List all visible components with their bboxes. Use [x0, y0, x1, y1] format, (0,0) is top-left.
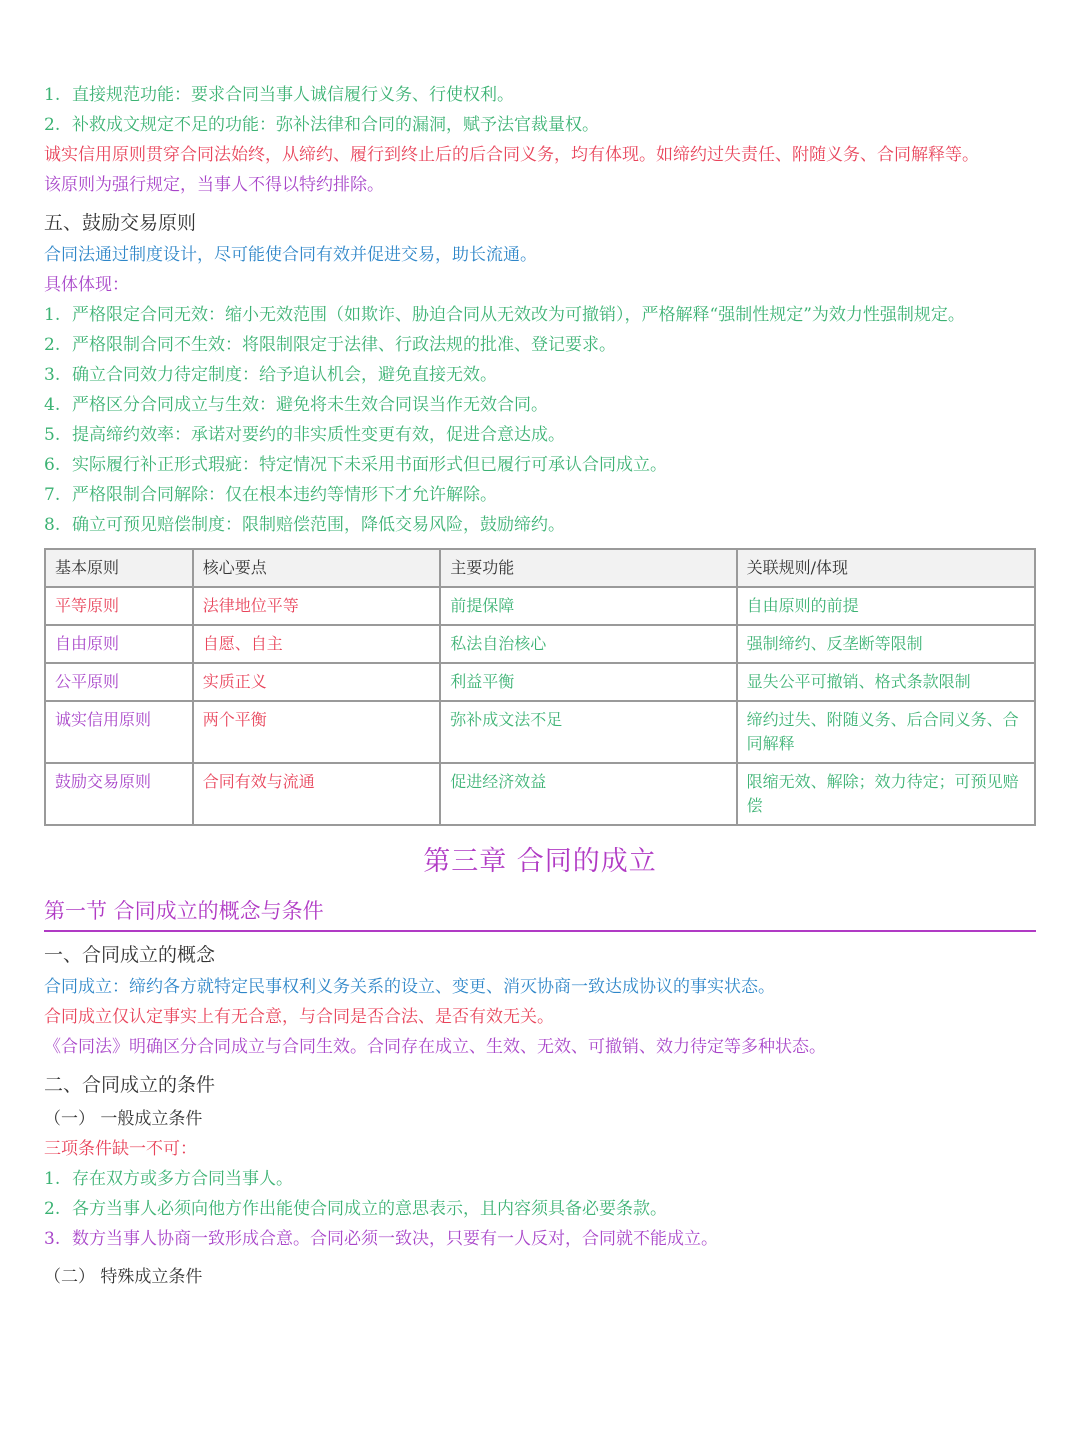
list-item	[44, 360, 1036, 390]
list-item	[44, 390, 1036, 420]
table-cell-keypoint: 两个平衡	[193, 701, 441, 763]
list-number: 2.	[44, 335, 61, 355]
note-paragraph: 该原则为强行规定，当事人不得以特约排除。	[44, 175, 384, 195]
list-item	[44, 420, 1036, 450]
list-text: 提高缔约效率：承诺对要约的非实质性变更有效，促进合意达成。	[72, 425, 565, 445]
list-item	[44, 480, 1036, 510]
table-cell-function: 促进经济效益	[440, 763, 736, 825]
table-cell-keypoint: 合同有效与流通	[193, 763, 441, 825]
list-text: 确立可预见赔偿制度：限制赔偿范围，降低交易风险，鼓励缔约。	[72, 515, 565, 535]
concept-note: 合同成立仅认定事实上有无合意，与合同是否合法、是否有效无关。	[44, 1007, 554, 1027]
principles-table	[44, 548, 1036, 826]
list-number: 3.	[44, 1229, 61, 1249]
table-cell-related: 限缩无效、解除；效力待定；可预见赔偿	[737, 763, 1035, 825]
list-item	[44, 330, 1036, 360]
table-row	[45, 625, 1035, 663]
list-item	[44, 1164, 1036, 1194]
list-number: 2.	[44, 115, 61, 135]
general-conditions-sub: 三项条件缺一不可：	[44, 1139, 197, 1159]
table-cell-principle: 公平原则	[45, 663, 193, 701]
table-cell-keypoint: 自愿、自主	[193, 625, 441, 663]
table-cell-principle: 诚实信用原则	[45, 701, 193, 763]
list-text: 严格限定合同无效：缩小无效范围（如欺诈、胁迫合同从无效改为可撤销），严格解释“强制性规定”为效力性强制规定。	[72, 305, 965, 325]
table-cell-related: 缔约过失、附随义务、后合同义务、合同解释	[737, 701, 1035, 763]
list-number: 1.	[44, 1169, 61, 1189]
list-text: 严格区分合同成立与生效：避免将未生效合同误当作无效合同。	[72, 395, 548, 415]
section-title: 第一节 合同成立的概念与条件	[44, 894, 1036, 932]
section-heading: 五、鼓励交易原则	[44, 212, 197, 234]
list-text: 补救成文规定不足的功能：弥补法律和合同的漏洞，赋予法官裁量权。	[72, 115, 599, 135]
list-item	[44, 1194, 1036, 1224]
list-number: 6.	[44, 455, 61, 475]
table-cell-function: 前提保障	[440, 587, 736, 625]
table-cell-principle: 鼓励交易原则	[45, 763, 193, 825]
list-text: 存在双方或多方合同当事人。	[72, 1169, 293, 1189]
table-cell-function: 弥补成文法不足	[440, 701, 736, 763]
list-text: 实际履行补正形式瑕疵：特定情况下未采用书面形式但已履行可承认合同成立。	[72, 455, 667, 475]
list-item	[44, 1224, 1036, 1254]
concept-heading: 一、合同成立的概念	[44, 944, 216, 966]
list-number: 7.	[44, 485, 61, 505]
table-row	[45, 663, 1035, 701]
table-row	[45, 701, 1035, 763]
table-cell-principle: 平等原则	[45, 587, 193, 625]
table-row	[45, 763, 1035, 825]
list-item	[44, 300, 1036, 330]
list-number: 1.	[44, 305, 61, 325]
highlight-paragraph: 诚实信用原则贯穿合同法始终，从缔约、履行到终止后的后合同义务，均有体现。如缔约过失责任、附随义务、合同解释等。	[44, 145, 979, 165]
table-header-cell: 主要功能	[440, 549, 736, 587]
list-number: 1.	[44, 85, 61, 105]
table-cell-principle: 自由原则	[45, 625, 193, 663]
table-cell-related: 显失公平可撤销、格式条款限制	[737, 663, 1035, 701]
sub-heading: 具体体现：	[44, 275, 129, 295]
list-text: 确立合同效力待定制度：给予追认机会，避免直接无效。	[72, 365, 497, 385]
table-cell-keypoint: 法律地位平等	[193, 587, 441, 625]
list-text: 直接规范功能：要求合同当事人诚信履行义务、行使权利。	[72, 85, 514, 105]
table-header-row	[45, 549, 1035, 587]
list-number: 5.	[44, 425, 61, 445]
list-text: 严格限制合同不生效：将限制限定于法律、行政法规的批准、登记要求。	[72, 335, 616, 355]
concept-law-note: 《合同法》明确区分合同成立与合同生效。合同存在成立、生效、无效、可撤销、效力待定等多种状态。	[44, 1037, 826, 1057]
table-cell-keypoint: 实质正义	[193, 663, 441, 701]
list-item	[44, 110, 1036, 140]
list-number: 2.	[44, 1199, 61, 1219]
list-number: 3.	[44, 365, 61, 385]
table-header-cell: 关联规则/体现	[737, 549, 1035, 587]
document-page	[44, 80, 1036, 1292]
list-item	[44, 80, 1036, 110]
intro-paragraph: 合同法通过制度设计，尽可能使合同有效并促进交易，助长流通。	[44, 245, 537, 265]
table-cell-function: 私法自治核心	[440, 625, 736, 663]
special-conditions-heading: （二） 特殊成立条件	[44, 1267, 203, 1287]
list-number: 8.	[44, 515, 61, 535]
table-cell-related: 自由原则的前提	[737, 587, 1035, 625]
conditions-heading: 二、合同成立的条件	[44, 1074, 216, 1096]
list-item	[44, 510, 1036, 540]
table-header-cell: 核心要点	[193, 549, 441, 587]
concept-definition: 合同成立：缔约各方就特定民事权利义务关系的设立、变更、消灭协商一致达成协议的事实状态。	[44, 977, 775, 997]
list-text: 严格限制合同解除：仅在根本违约等情形下才允许解除。	[72, 485, 497, 505]
list-item	[44, 450, 1036, 480]
list-text: 数方当事人协商一致形成合意。合同必须一致决，只要有一人反对，合同就不能成立。	[72, 1229, 718, 1249]
table-row	[45, 587, 1035, 625]
table-cell-related: 强制缔约、反垄断等限制	[737, 625, 1035, 663]
general-conditions-heading: （一） 一般成立条件	[44, 1109, 203, 1129]
chapter-title: 第三章 合同的成立	[423, 846, 657, 877]
list-text: 各方当事人必须向他方作出能使合同成立的意思表示，且内容须具备必要条款。	[72, 1199, 667, 1219]
table-cell-function: 利益平衡	[440, 663, 736, 701]
list-number: 4.	[44, 395, 61, 415]
table-header-cell: 基本原则	[45, 549, 193, 587]
